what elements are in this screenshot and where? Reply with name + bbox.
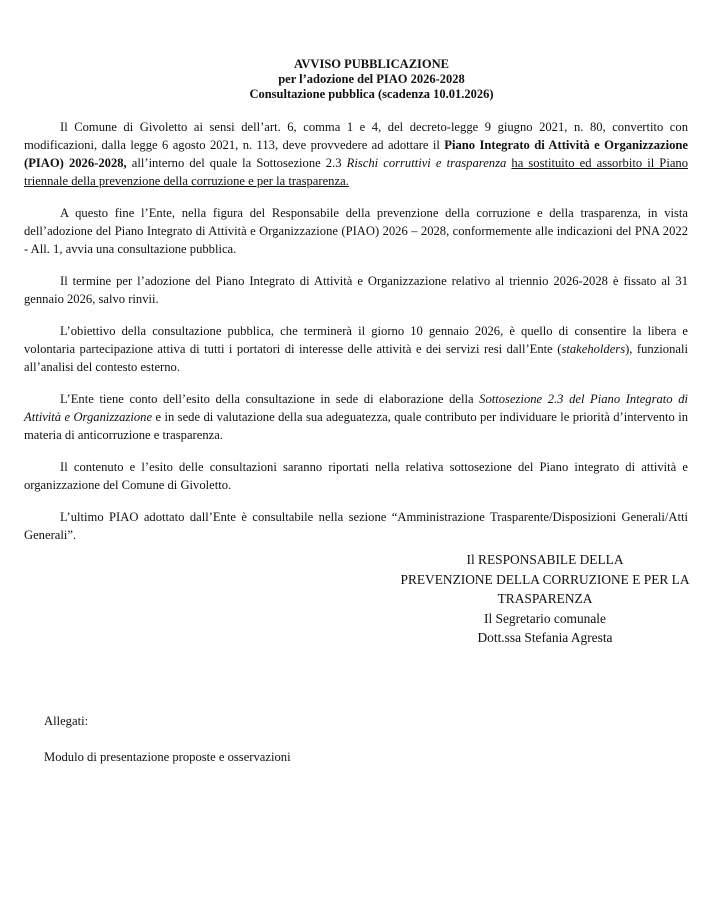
attachments-label: Allegati: — [44, 714, 89, 728]
signature-role-line-3: TRASPARENZA — [497, 591, 593, 606]
notice-body — [24, 118, 688, 558]
signature-role-line-1: Il RESPONSABILE DELLA — [466, 552, 624, 567]
signature-title: Il Segretario comunale — [484, 610, 606, 626]
notice-title: AVVISO PUBBLICAZIONE — [293, 57, 450, 71]
subsection-reference-italic: Sottosezione 2.3 del Piano Integrato di Attività e Organizzazione — [24, 392, 688, 424]
paragraph-6: Il contenuto e l’esito delle consultazioni saranno riportati nella relativa sottosezione del Piano integrato di attività e organizzazione del Comune di Givoletto. — [24, 460, 688, 492]
attachments-section — [44, 712, 291, 766]
stakeholders-italic: stakeholders — [561, 342, 626, 356]
signature-name: Dott.ssa Stefania Agresta — [477, 630, 613, 645]
notice-subtitle: per l’adozione del PIAO 2026-2028 — [278, 72, 465, 86]
underlined-statement: ha sostituito ed assorbito il Piano triennale della prevenzione della corruzione e per la trasparenza. — [24, 156, 688, 188]
signature-role-line-2: PREVENZIONE DELLA CORRUZIONE E PER LA — [400, 571, 690, 587]
paragraph-2: A questo fine l’Ente, nella figura del Responsabile della prevenzione della corruzione e della trasparenza, in vista dell’adozione del Piano Integrato di Attività e Organizzazione (PIAO) 2026 – 2028, conformemente alle indicazioni del PNA 2022 - All. 1, avvia una consultazione pubblica. — [24, 206, 688, 256]
paragraph-7: L’ultimo PIAO adottato dall’Ente è consultabile nella sezione “Amministrazione Trasparente/Disposizioni Generali/Atti Generali”. — [24, 510, 688, 542]
paragraph-4: L’obiettivo della consultazione pubblica, che terminerà il giorno 10 gennaio 2026, è quello di consentire la libera e volontaria partecipazione attiva di tutti i portatori di interesse delle attività e dei servizi resi dall’Ente (stakeholders), funzionali all’analisi del contesto esterno. — [24, 324, 688, 374]
attachment-item: Modulo di presentazione proposte e osservazioni — [44, 750, 291, 764]
paragraph-1: Il Comune di Givoletto ai sensi dell’art. 6, comma 1 e 4, del decreto-legge 9 giugno 2021, n. 80, convertito con modificazioni, dalla legge 6 agosto 2021, n. 113, deve provvedere ad adottare il Piano Integrato di Attività e Organizzazione (PIAO) 2026-2028, all’interno del quale la Sottosezione 2.3 Rischi corruttivi e trasparenza ha sostituito ed assorbito il Piano triennale della prevenzione della corruzione e per la trasparenza. — [24, 120, 689, 188]
piao-name-bold: Piano Integrato di Attività e Organizzazione (PIAO) 2026-2028, — [24, 138, 689, 170]
paragraph-3: Il termine per l’adozione del Piano Integrato di Attività e Organizzazione relativo al triennio 2026-2028 è fissato al 31 gennaio 2026, salvo rinvii. — [24, 274, 688, 306]
subsection-name-italic: Rischi corruttivi e trasparenza — [346, 156, 507, 170]
paragraph-5: L’Ente tiene conto dell’esito della consultazione in sede di elaborazione della Sottosezione 2.3 del Piano Integrato di Attività e Organizzazione e in sede di valutazione della sua adeguatezza, quale contributo per individuare le priorità d’intervento in materia di anticorruzione e trasparenza. — [24, 392, 688, 442]
notice-consultation-deadline: Consultazione pubblica (scadenza 10.01.2026) — [249, 87, 494, 101]
notice-header — [0, 57, 711, 102]
signature-block — [390, 550, 700, 648]
